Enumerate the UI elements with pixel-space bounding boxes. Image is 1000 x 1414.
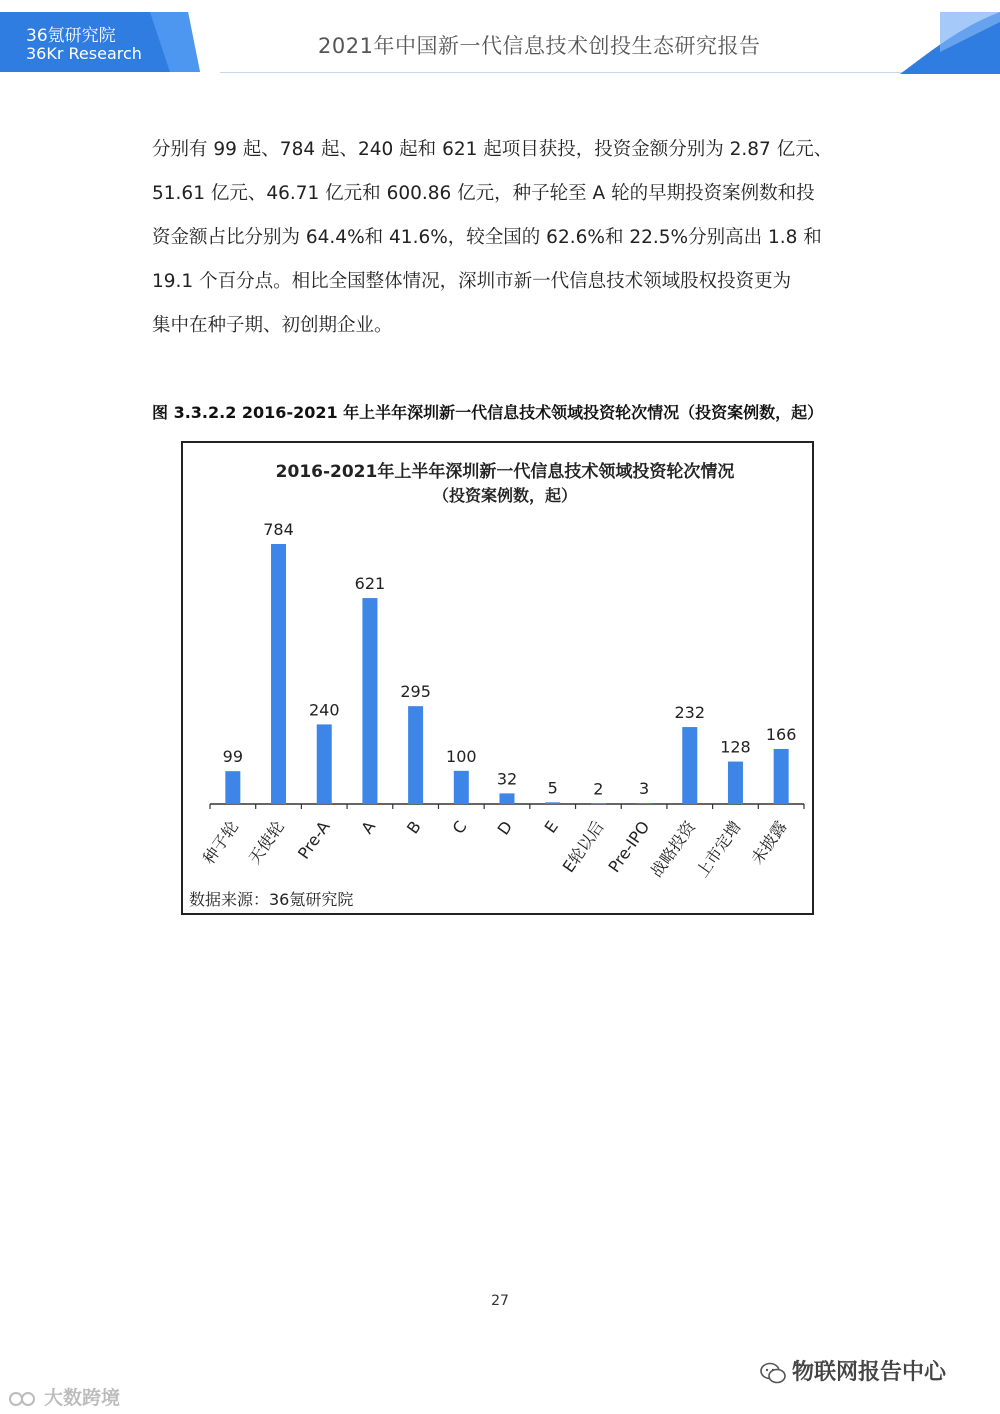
data-label: 99: [222, 747, 244, 767]
data-label: 232: [674, 703, 706, 723]
header-divider: [220, 72, 910, 73]
bar: [774, 749, 789, 804]
watermark-right-text: 物联网报告中心: [792, 1360, 947, 1385]
chart-title: 2016-2021年上半年深圳新一代信息技术领域投资轮次情况: [275, 462, 735, 482]
data-label: 3: [638, 779, 650, 799]
paragraph-line: 集中在种子期、初创期企业。: [152, 315, 393, 336]
report-title: 2021年中国新一代信息技术创投生态研究报告: [318, 34, 761, 58]
bar: [271, 544, 286, 804]
x-tick-label: 天使轮: [244, 817, 288, 868]
data-label: 100: [446, 746, 477, 766]
data-label: 240: [308, 700, 340, 720]
x-tick-label: 上市定增: [692, 817, 745, 881]
watermark-right: [760, 1355, 946, 1386]
bar: [728, 762, 743, 804]
watermark-logo-icon: [8, 1389, 44, 1409]
paragraph-line: 分别有 99 起、784 起、240 起和 621 起项目获投，投资金额分别为 2.87 亿元、: [152, 139, 833, 160]
data-label: 784: [263, 520, 294, 539]
x-tick-label: 战略投资: [646, 817, 700, 881]
watermark-left-text: 大数跨境: [44, 1387, 121, 1409]
data-label: 621: [354, 574, 386, 594]
x-tick-label: 种子轮: [199, 817, 243, 868]
x-tick-label: A: [357, 817, 380, 838]
x-tick-label: Pre-IPO: [604, 817, 654, 876]
logo-english: 36Kr Research: [26, 44, 142, 63]
bar: [682, 727, 697, 804]
x-tick-label: D: [493, 817, 517, 839]
wechat-icon: [760, 1362, 786, 1384]
data-label: 32: [496, 769, 518, 789]
body-paragraph: [152, 128, 852, 348]
x-tick-label: B: [403, 817, 425, 838]
bar: [317, 724, 332, 804]
x-tick-label: Pre-A: [293, 817, 334, 863]
bar: [408, 706, 423, 804]
x-tick-label: C: [448, 817, 471, 838]
x-tick-label: 未披露: [747, 817, 791, 868]
bar: [591, 803, 606, 804]
data-label: 128: [720, 737, 751, 757]
chart-subtitle: （投资案例数，起）: [432, 486, 578, 505]
bar: [454, 771, 469, 804]
bar: [500, 793, 515, 804]
corner-decoration: [900, 12, 1000, 74]
data-label: 5: [547, 778, 558, 798]
page-number: 27: [491, 1293, 509, 1309]
paragraph-line: 51.61 亿元、46.71 亿元和 600.86 亿元，种子轮至 A 轮的早期投资案例数和投: [152, 183, 815, 204]
x-tick-label: E轮以后: [558, 817, 608, 876]
watermark-left: [8, 1383, 120, 1410]
figure-caption: 图 3.3.2.2 2016-2021 年上半年深圳新一代信息技术领域投资轮次情况（投资案例数，起）: [152, 403, 824, 422]
paragraph-line: 资金额占比分别为 64.4%和 41.6%，较全国的 62.6%和 22.5%分别高出 1.8 和: [152, 227, 822, 248]
bar-chart: [183, 443, 812, 913]
bar: [545, 802, 560, 804]
data-label: 295: [400, 682, 431, 702]
x-tick-label: E: [540, 817, 562, 837]
data-source: 数据来源：36氪研究院: [189, 890, 354, 909]
data-label: 2: [593, 779, 604, 799]
paragraph-line: 19.1 个百分点。相比全国整体情况，深圳市新一代信息技术领域股权投资更为: [152, 271, 792, 292]
bar: [362, 598, 377, 804]
data-label: 166: [765, 724, 797, 744]
logo-chinese: 36氪研究院: [26, 26, 116, 46]
bar: [225, 771, 240, 804]
bar: [637, 803, 652, 804]
chart-frame: [181, 441, 814, 915]
page-header: [0, 0, 1000, 74]
